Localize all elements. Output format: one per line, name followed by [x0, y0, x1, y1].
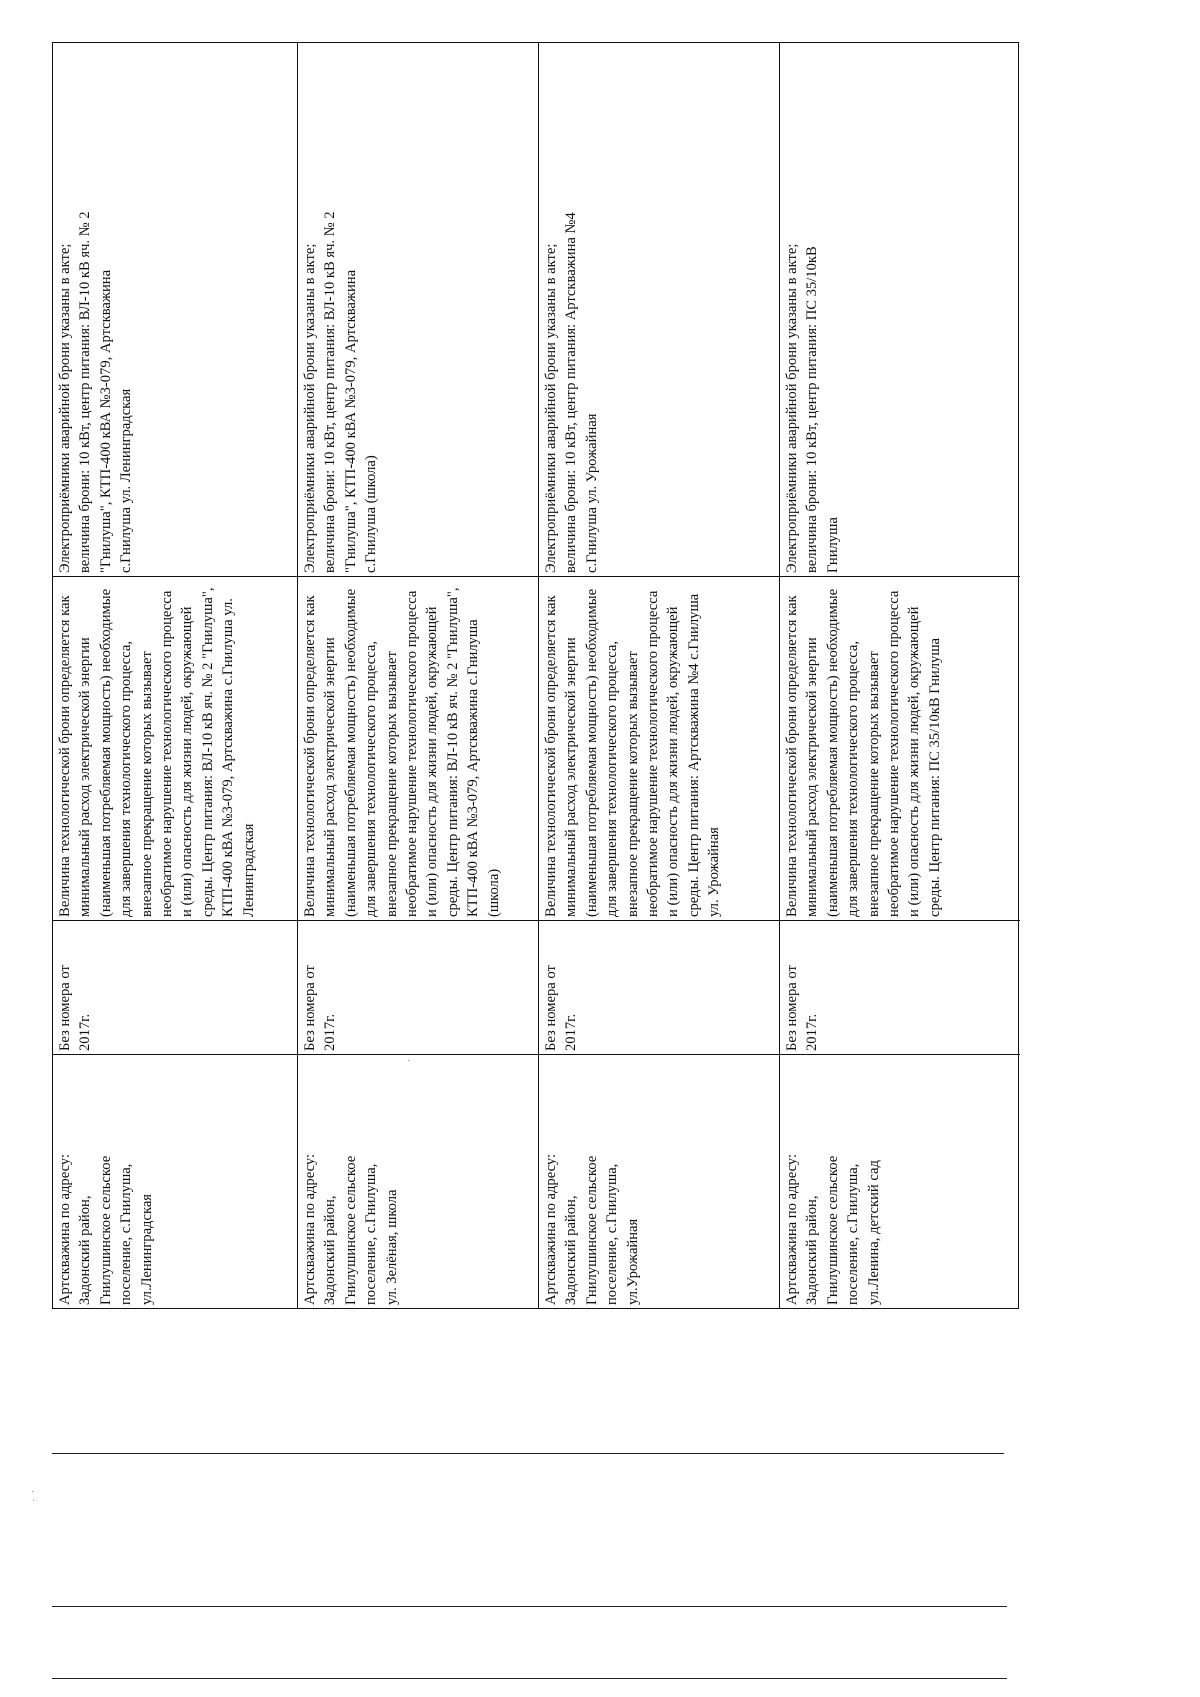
act-number-cell: [780, 921, 1020, 1055]
cell-text-line: (наименьшая потребляемая мощность) необходимые: [342, 588, 359, 917]
cell-text-line: и (или) опасность для жизни людей, окружающей: [665, 606, 682, 917]
cell-text-line: (наименьшая потребляемая мощность) необходимые: [824, 588, 841, 917]
technological-reserve-cell: [53, 577, 297, 921]
cell-text-line: "Гнилуша", КТП-400 кВА №3-079, Артскважина: [342, 269, 359, 573]
cell-text-line: внезапное прекращение которых вызывает: [383, 651, 400, 917]
object-address-cell: [298, 1055, 538, 1308]
cell-text-line: Артскважина по адресу:: [784, 1153, 800, 1305]
cell-text-line: поселение, с.Гнилуша,: [118, 1163, 135, 1305]
cell-text-line: для завершения технологического процесса,: [363, 640, 380, 917]
scan-speck: [33, 1500, 34, 1501]
cell-text-line: минимальный расход электрической энергии: [77, 637, 94, 917]
cell-text-line: 2017г.: [804, 1013, 821, 1051]
scan-speck: [32, 1491, 33, 1492]
technological-reserve-cell: [298, 577, 538, 921]
cell-text-line: (наименьшая потребляемая мощность) необходимые: [583, 588, 600, 917]
cell-text-line: Величина технологической брони определяется как: [543, 595, 559, 917]
separator-line-1: [52, 1453, 1004, 1454]
cell-text-line: Гнилушинское сельское: [583, 1155, 600, 1305]
cell-text-line: Гнилушинское сельское: [824, 1155, 841, 1305]
table-row: [538, 43, 779, 1308]
table-row: [53, 43, 297, 1308]
cell-text-line: минимальный расход электрической энергии: [322, 637, 339, 917]
cell-text-line: величина брони: 10 кВт, центр питания: ВЛ-10 кВ яч. № 2: [77, 211, 94, 573]
emergency-reserve-cell: [780, 41, 1020, 577]
cell-text-line: Ленинградская: [240, 823, 257, 917]
cell-text-line: необратимое нарушение технологического процесса: [645, 590, 662, 917]
cell-text-line: Задонский район,: [322, 1195, 339, 1305]
act-number-cell: [298, 921, 538, 1055]
emergency-reserve-cell: [53, 41, 297, 577]
table-row: [297, 43, 538, 1308]
cell-text-line: ул. Урожайная: [706, 827, 723, 917]
cell-text-line: поселение, с.Гнилуша,: [363, 1163, 380, 1305]
cell-text-line: (школа): [485, 868, 502, 917]
cell-text-line: внезапное прекращение которых вызывает: [865, 651, 882, 917]
cell-text-line: и (или) опасность для жизни людей, окружающей: [906, 606, 923, 917]
cell-text-line: величина брони: 10 кВт, центр питания: Артскважина №4: [563, 212, 580, 573]
cell-text-line: Величина технологической брони определяется как: [784, 595, 800, 917]
cell-text-line: "Гнилуша", КТП-400 кВА №3-079, Артскважина: [97, 269, 114, 573]
cell-text-line: необратимое нарушение технологического процесса: [159, 590, 176, 917]
cell-text-line: ул.Ленинградская: [138, 1193, 155, 1305]
cell-text-line: Без номера от: [543, 965, 559, 1051]
act-number-cell: [539, 921, 779, 1055]
cell-text-line: для завершения технологического процесса,: [845, 640, 862, 917]
cell-text-line: с.Гнилуша (школа): [363, 455, 380, 573]
cell-text-line: величина брони: 10 кВт, центр питания: ВЛ-10 кВ яч. № 2: [322, 211, 339, 573]
cell-text-line: (наименьшая потребляемая мощность) необходимые: [97, 588, 114, 917]
cell-text-line: КТП-400 кВА №3-079, Артскважина с.Гнилуша: [465, 619, 482, 917]
cell-text-line: поселение, с.Гнилуша,: [845, 1163, 862, 1305]
cell-text-line: необратимое нарушение технологического процесса: [404, 590, 421, 917]
cell-text-line: внезапное прекращение которых вызывает: [138, 651, 155, 917]
separator-line-2: [52, 1606, 1007, 1607]
cell-text-line: Задонский район,: [563, 1195, 580, 1305]
cell-text-line: среды. Центр питания: ПС 35/10кВ Гнилуша: [926, 637, 943, 917]
cell-text-line: Без номера от: [784, 965, 800, 1051]
cell-text-line: для завершения технологического процесса,: [118, 640, 135, 917]
cell-text-line: Гнилуша: [824, 517, 841, 573]
cell-text-line: Электроприёмники аварийной брони указаны в акте;: [302, 243, 318, 573]
object-address-cell: [780, 1055, 1020, 1308]
cell-text-line: Гнилушинское сельское: [97, 1155, 114, 1305]
cell-text-line: ул.Ленина, детский сад: [865, 1160, 882, 1305]
cell-text-line: Электроприёмники аварийной брони указаны в акте;: [784, 243, 800, 573]
cell-text-line: Величина технологической брони определяется как: [57, 595, 73, 917]
technological-reserve-cell: [780, 577, 1020, 921]
cell-text-line: с.Гнилуша ул. Ленинградская: [118, 388, 135, 573]
cell-text-line: среды. Центр питания: ВЛ-10 кВ яч. № 2 "Гнилуша",: [444, 587, 461, 917]
cell-text-line: величина брони: 10 кВт, центр питания: ПС 35/10кВ: [804, 246, 821, 573]
cell-text-line: Без номера от: [302, 965, 318, 1051]
cell-text-line: Артскважина по адресу:: [543, 1153, 559, 1305]
cell-text-line: Электроприёмники аварийной брони указаны в акте;: [57, 243, 73, 573]
cell-text-line: ул.Урожайная: [624, 1218, 641, 1305]
object-address-cell: [539, 1055, 779, 1308]
emergency-reserve-cell: [298, 41, 538, 577]
cell-text-line: 2017г.: [77, 1013, 94, 1051]
cell-text-line: с.Гнилуша ул. Урожайная: [583, 413, 600, 573]
object-address-cell: [53, 1055, 297, 1308]
cell-text-line: Артскважина по адресу:: [302, 1153, 318, 1305]
cell-text-line: Задонский район,: [77, 1195, 94, 1305]
table-row: [779, 43, 1020, 1308]
cell-text-line: 2017г.: [563, 1013, 580, 1051]
cell-text-line: среды. Центр питания: Артскважина №4 с.Гнилуша: [685, 593, 702, 917]
power-reserve-table: [52, 42, 1019, 1309]
cell-text-line: минимальный расход электрической энергии: [804, 637, 821, 917]
cell-text-line: КТП-400 кВА №3-079, Артскважина с.Гнилуша ул.: [220, 598, 237, 917]
cell-text-line: среды. Центр питания: ВЛ-10 кВ яч. № 2 "Гнилуша",: [199, 587, 216, 917]
cell-text-line: Величина технологической брони определяется как: [302, 595, 318, 917]
cell-text-line: Задонский район,: [804, 1195, 821, 1305]
emergency-reserve-cell: [539, 41, 779, 577]
cell-text-line: Электроприёмники аварийной брони указаны в акте;: [543, 243, 559, 573]
act-number-cell: [53, 921, 297, 1055]
cell-text-line: Артскважина по адресу:: [57, 1153, 73, 1305]
cell-text-line: Гнилушинское сельское: [342, 1155, 359, 1305]
cell-text-line: ул. Зелёная, школа: [383, 1189, 400, 1305]
cell-text-line: и (или) опасность для жизни людей, окружающей: [179, 606, 196, 917]
cell-text-line: для завершения технологического процесса,: [604, 640, 621, 917]
cell-text-line: Без номера от: [57, 965, 73, 1051]
cell-text-line: 2017г.: [322, 1013, 339, 1051]
technological-reserve-cell: [539, 577, 779, 921]
cell-text-line: внезапное прекращение которых вызывает: [624, 651, 641, 917]
cell-text-line: минимальный расход электрической энергии: [563, 637, 580, 917]
cell-text-line: и (или) опасность для жизни людей, окружающей: [424, 606, 441, 917]
separator-line-3: [52, 1678, 1007, 1679]
cell-text-line: поселение, с.Гнилуша,: [604, 1163, 621, 1305]
cell-text-line: необратимое нарушение технологического процесса: [886, 590, 903, 917]
